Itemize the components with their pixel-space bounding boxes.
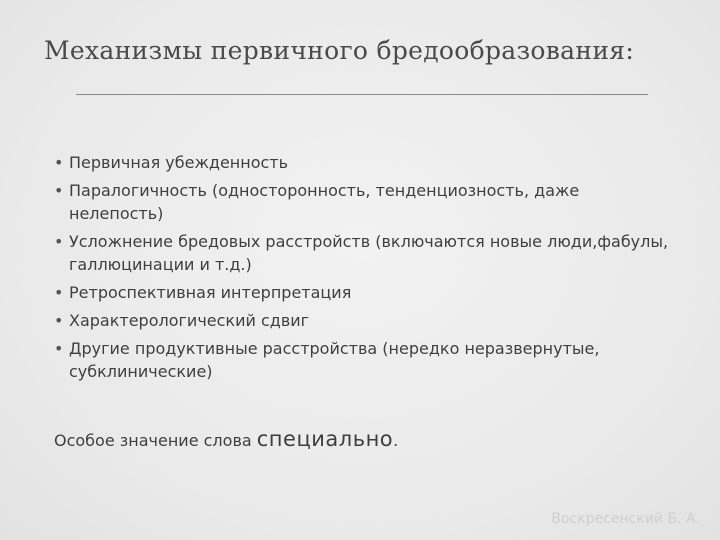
bullet-text: Усложнение бредовых расстройств (включаются новые люди,фабулы, галлюцинации и т.д.) (69, 232, 669, 274)
emphasis-note (54, 427, 674, 451)
bullet-text: Характерологический сдвиг (69, 311, 310, 330)
bullet-item (54, 230, 674, 276)
bullet-dot-icon: • (54, 283, 64, 302)
bullet-dot-icon: • (54, 153, 64, 172)
note-emphasis: специально (256, 427, 394, 451)
bullet-list (54, 151, 674, 388)
bullet-text: Другие продуктивные расстройства (нередко неразвернутые, субклинические) (69, 339, 600, 381)
bullet-dot-icon: • (54, 181, 64, 200)
bullet-item (54, 309, 674, 332)
note-suffix: . (393, 431, 399, 450)
author-credit: Воскресенский Б. А. (551, 511, 700, 527)
bullet-item (54, 337, 674, 383)
bullet-dot-icon: • (54, 339, 64, 358)
bullet-dot-icon: • (54, 232, 64, 251)
bullet-item (54, 151, 674, 174)
bullet-text: Первичная убежденность (69, 153, 289, 172)
note-prefix: Особое значение слова (54, 431, 257, 450)
bullet-text: Паралогичность (односторонность, тенденциозность, даже нелепость) (69, 181, 580, 223)
bullet-text: Ретроспективная интерпретация (69, 283, 352, 302)
bullet-dot-icon: • (54, 311, 64, 330)
bullet-item (54, 179, 674, 225)
bullet-item (54, 281, 674, 304)
slide-title: Механизмы первичного бредообразования: (44, 36, 635, 65)
title-divider (76, 94, 648, 95)
